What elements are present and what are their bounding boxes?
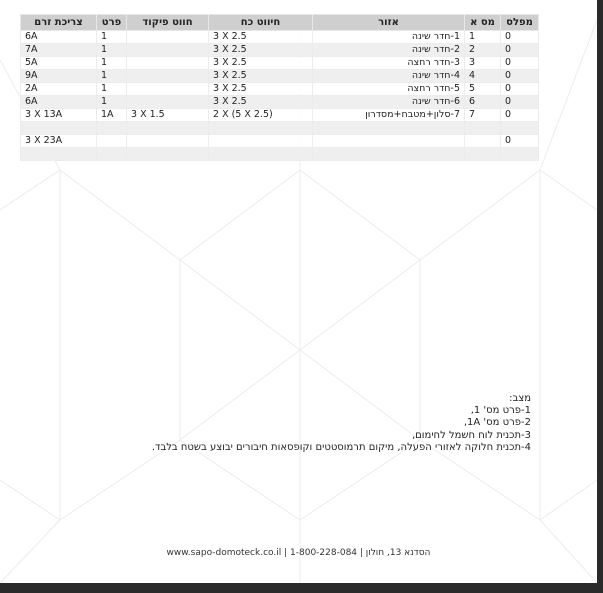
cell-detail <box>97 148 127 161</box>
table-row <box>21 83 539 96</box>
cell-floor: 0 <box>501 70 539 83</box>
cell-zone-number: 6 <box>465 96 501 109</box>
cell-current: 5A <box>21 57 97 70</box>
cell-detail: 1 <box>97 57 127 70</box>
spreadsheet <box>21 14 539 161</box>
cell-control-wiring <box>127 31 209 44</box>
cell-control-wiring <box>127 135 209 148</box>
header-area: אזור <box>313 15 465 31</box>
cell-area: 6-חדר שינה <box>313 96 465 109</box>
cell-zone-number <box>465 135 501 148</box>
cell-control-wiring <box>127 148 209 161</box>
cell-detail <box>97 135 127 148</box>
cell-power-wiring <box>209 148 313 161</box>
cell-zone-number: 1 <box>465 31 501 44</box>
notes-title: מצב: <box>509 393 531 404</box>
cell-zone-number: 5 <box>465 83 501 96</box>
cell-detail: 1 <box>97 44 127 57</box>
note-item: 3-תכנית לוח חשמל לחימום, <box>411 429 531 441</box>
notes-block <box>152 393 531 454</box>
cell-zone-number: 4 <box>465 70 501 83</box>
cell-area <box>313 122 465 135</box>
cell-floor: 0 <box>501 44 539 57</box>
table-row <box>21 44 539 57</box>
cell-area: 2-חדר שינה <box>313 44 465 57</box>
table-row <box>21 70 539 83</box>
header-current: צריכת זרם <box>21 15 97 31</box>
cell-power-wiring: 3 X 2.5 <box>209 31 313 44</box>
note-item: 1-פרט מס' 1, <box>470 405 531 417</box>
cell-current: 3 X 23A <box>21 135 97 148</box>
cell-current: 3 X 13A <box>21 109 97 122</box>
cell-control-wiring <box>127 70 209 83</box>
cell-current: 7A <box>21 44 97 57</box>
cell-floor: 0 <box>501 109 539 122</box>
cell-zone-number: 7 <box>465 109 501 122</box>
note-item: 2-פרט מס' 1A, <box>463 417 531 429</box>
cell-detail: 1 <box>97 96 127 109</box>
cell-control-wiring <box>127 122 209 135</box>
cell-detail: 1 <box>97 70 127 83</box>
cell-control-wiring <box>127 44 209 57</box>
cell-area: 4-חדר שינה <box>313 70 465 83</box>
cell-zone-number <box>465 148 501 161</box>
page-footer: הסדנא 13, חולון | 1-800-228-084 | www.sapo-domoteck.co.il <box>166 548 431 558</box>
cell-detail: 1 <box>97 83 127 96</box>
cell-floor: 0 <box>501 135 539 148</box>
cell-control-wiring: 3 X 1.5 <box>127 109 209 122</box>
cell-floor: 0 <box>501 83 539 96</box>
table-row <box>21 109 539 122</box>
cell-power-wiring: 3 X 2.5 <box>209 70 313 83</box>
cell-area <box>313 148 465 161</box>
cell-zone-number: 3 <box>465 57 501 70</box>
cell-floor: 0 <box>501 96 539 109</box>
cell-floor <box>501 148 539 161</box>
cell-current: 6A <box>21 31 97 44</box>
cell-area: 7-סלון+מטבח+מסדרון <box>313 109 465 122</box>
table-header-row <box>21 15 539 31</box>
header-floor: מפלס <box>501 15 539 31</box>
cell-power-wiring: 2 X (5 X 2.5) <box>209 109 313 122</box>
cell-zone-number: 2 <box>465 44 501 57</box>
header-power-wiring: חיווט כח <box>209 15 313 31</box>
table-row <box>21 96 539 109</box>
cell-current: 9A <box>21 70 97 83</box>
cell-zone-number <box>465 122 501 135</box>
cell-detail: 1 <box>97 31 127 44</box>
cell-control-wiring <box>127 83 209 96</box>
cell-control-wiring <box>127 96 209 109</box>
table-row <box>21 31 539 44</box>
cell-area <box>313 135 465 148</box>
cell-detail: 1A <box>97 109 127 122</box>
cell-power-wiring: 3 X 2.5 <box>209 44 313 57</box>
cell-power-wiring: 3 X 2.5 <box>209 83 313 96</box>
table-row <box>21 57 539 70</box>
table-row <box>21 122 539 135</box>
cell-floor: 0 <box>501 31 539 44</box>
cell-power-wiring: 3 X 2.5 <box>209 96 313 109</box>
cell-area: 5-חדר רחצה <box>313 83 465 96</box>
cell-floor: 0 <box>501 57 539 70</box>
cell-area: 1-חדר שינה <box>313 31 465 44</box>
cell-detail <box>97 122 127 135</box>
table-row <box>21 135 539 148</box>
cell-current: 2A <box>21 83 97 96</box>
header-zone-number: מס א <box>465 15 501 31</box>
header-detail: פרט <box>97 15 127 31</box>
cell-current <box>21 122 97 135</box>
cell-current <box>21 148 97 161</box>
note-item: 4-תכנית חלוקה לאזורי הפעלה, מיקום תרמוסטטים וקופסאות חיבורים יבוצע בשטח בלבד. <box>151 441 531 453</box>
cell-floor <box>501 122 539 135</box>
cell-power-wiring <box>209 135 313 148</box>
table-row <box>21 148 539 161</box>
cell-area: 3-חדר רחצה <box>313 57 465 70</box>
cell-control-wiring <box>127 57 209 70</box>
header-control-wiring: חווט פיקוד <box>127 15 209 31</box>
cell-power-wiring <box>209 122 313 135</box>
cell-power-wiring: 3 X 2.5 <box>209 57 313 70</box>
wiring-table <box>20 14 539 161</box>
cell-current: 6A <box>21 96 97 109</box>
